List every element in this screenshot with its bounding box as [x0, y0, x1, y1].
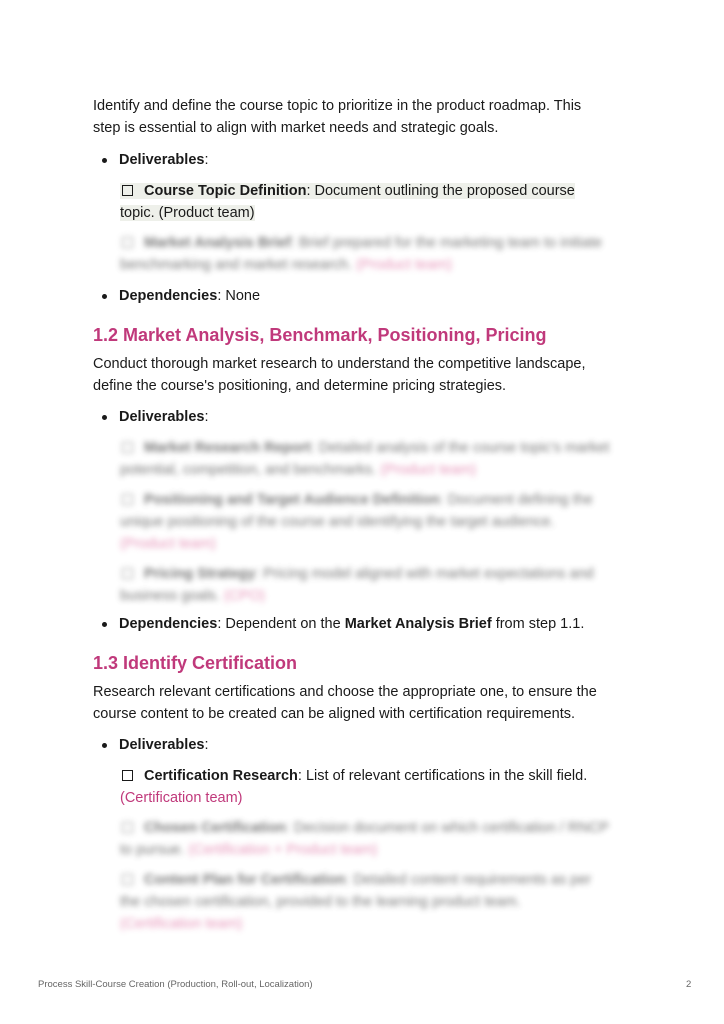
bullet-dot-icon	[102, 294, 107, 299]
task-market-research-report: Market Research Report: Detailed analysis of the course topic's market potential, competition, and benchmarks. (Product team)	[120, 440, 610, 478]
section-heading-1-3: 1.3 Identify Certification	[93, 653, 298, 673]
deliverables-bullet: Deliverables:	[93, 149, 653, 171]
checkbox-icon[interactable]	[122, 237, 133, 248]
section-1-3-paragraph: Research relevant certifications and choose the appropriate one, to ensure the course content to be created can be aligned with certification requirements.	[93, 684, 597, 722]
task-course-topic-definition: Course Topic Definition: Document outlining the proposed course topic. (Product team)	[120, 183, 575, 221]
task-content-plan: Content Plan for Certification: Detailed content requirements as per the chosen certification, provided to the learning product team. (Certification team)	[120, 872, 592, 932]
checkbox-icon[interactable]	[122, 568, 133, 579]
deliverables-bullet: Deliverables:	[93, 406, 653, 428]
dependencies-bullet: Dependencies: None	[93, 285, 653, 307]
deliverables-bullet: Deliverables:	[93, 734, 653, 756]
task-pricing-strategy: Pricing Strategy: Pricing model aligned with market expectations and business goals. (CPO)	[120, 566, 594, 604]
task-positioning-definition: Positioning and Target Audience Definition: Document defining the unique positioning of the course and identifying the target audience. (Product team)	[120, 492, 593, 552]
intro-paragraph: Identify and define the course topic to prioritize in the product roadmap. This step is essential to align with market needs and strategic goals.	[93, 98, 582, 136]
task-market-analysis-brief: Market Analysis Brief: Brief prepared for the marketing team to initiate benchmarking and market research. (Product team)	[120, 235, 603, 273]
checkbox-icon[interactable]	[122, 770, 133, 781]
bullet-dot-icon	[102, 743, 107, 748]
task-certification-research: Certification Research: List of relevant certifications in the skill field. (Certification team)	[120, 768, 588, 806]
section-1-2-paragraph: Conduct thorough market research to understand the competitive landscape, define the course's positioning, and determine pricing strategies.	[93, 356, 586, 394]
dependencies-bullet: Dependencies: Dependent on the Market Analysis Brief from step 1.1.	[93, 613, 653, 635]
footer-page-number: 2	[686, 979, 692, 990]
footer-document-title: Process Skill-Course Creation (Production, Roll-out, Localization)	[38, 979, 313, 990]
checkbox-icon[interactable]	[122, 874, 133, 885]
document-page	[93, 95, 653, 935]
bullet-dot-icon	[102, 415, 107, 420]
checkbox-icon[interactable]	[122, 822, 133, 833]
bullet-dot-icon	[102, 622, 107, 627]
checkbox-icon[interactable]	[122, 494, 133, 505]
section-heading-1-2: 1.2 Market Analysis, Benchmark, Positioning, Pricing	[93, 325, 547, 345]
task-chosen-certification: Chosen Certification: Decision document on which certification / RNCP to pursue. (Certification + Product team)	[120, 820, 609, 858]
checkbox-icon[interactable]	[122, 185, 133, 196]
checkbox-icon[interactable]	[122, 442, 133, 453]
bullet-dot-icon	[102, 158, 107, 163]
